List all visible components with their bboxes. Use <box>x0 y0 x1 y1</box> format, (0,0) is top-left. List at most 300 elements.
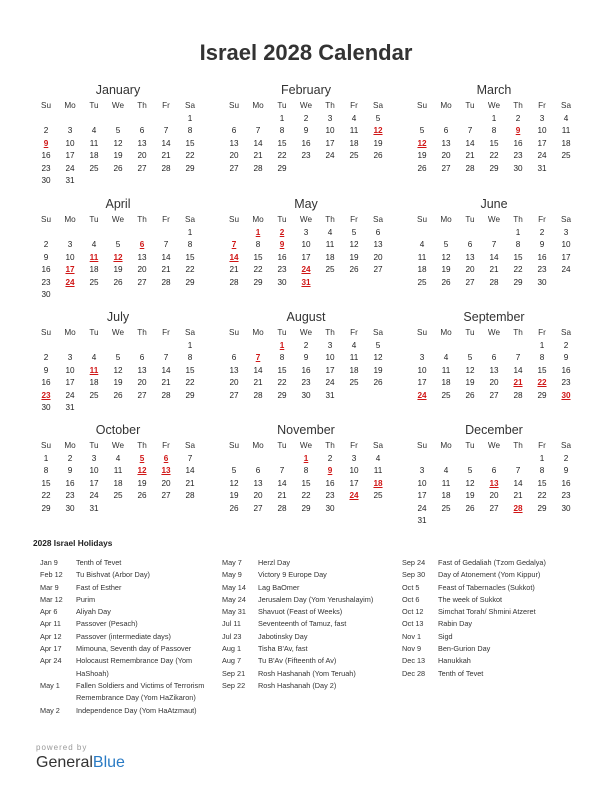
empty-day-cell <box>270 453 294 466</box>
weekday-label: Th <box>325 215 335 224</box>
holiday-day-cell: 28 <box>513 503 523 513</box>
day-cell: 31 <box>417 516 427 525</box>
day-cell: 18 <box>417 265 427 274</box>
week-row <box>222 125 390 138</box>
holiday-item <box>40 655 216 680</box>
day-cell: 30 <box>561 503 571 513</box>
month-june <box>410 196 578 289</box>
empty-day-cell <box>482 515 506 528</box>
weekday-label: Sa <box>372 215 383 224</box>
day-cell: 28 <box>489 277 499 287</box>
week-row <box>34 340 202 353</box>
holiday-date: Oct 13 <box>402 619 424 629</box>
weekday-label: Tu <box>465 215 475 224</box>
day-cell: 11 <box>89 138 99 148</box>
day-cell: 21 <box>185 478 195 488</box>
holiday-name: Independence Day (Yom HaAtzmaut) <box>76 705 197 715</box>
day-cell: 4 <box>375 453 381 463</box>
day-cell: 13 <box>373 240 383 249</box>
week-row <box>222 252 390 265</box>
week-row <box>222 503 390 516</box>
holiday-day-cell: 2 <box>279 227 285 237</box>
day-cell: 28 <box>229 277 239 287</box>
holiday-date: Apr 11 <box>40 619 61 629</box>
weekday-label: Fr <box>162 328 170 337</box>
week-row <box>410 515 578 528</box>
holiday-date: Feb 12 <box>40 570 63 580</box>
day-cell: 4 <box>91 240 97 249</box>
empty-day-cell <box>154 503 178 516</box>
holiday-item <box>402 606 582 618</box>
day-cell: 18 <box>325 252 335 262</box>
weekday-label: We <box>299 328 313 337</box>
weekday-header <box>222 100 390 113</box>
day-cell: 23 <box>301 151 311 160</box>
weekday-label: Th <box>513 441 523 450</box>
holiday-name: Rabin Day <box>438 619 473 629</box>
month-april <box>34 196 202 302</box>
empty-day-cell <box>530 515 554 528</box>
holiday-name: Mimouna, Seventh day of Passover <box>76 644 192 654</box>
day-cell: 23 <box>41 277 51 287</box>
week-row <box>222 340 390 353</box>
weekday-label: Sa <box>560 215 571 224</box>
day-cell: 28 <box>465 163 475 173</box>
day-cell: 12 <box>465 365 475 375</box>
holiday-date: Oct 5 <box>402 582 420 592</box>
month-august <box>222 309 390 402</box>
day-cell: 8 <box>539 466 545 475</box>
day-cell: 26 <box>113 390 123 400</box>
day-cell: 20 <box>229 151 239 160</box>
weekday-label: Su <box>416 328 427 337</box>
holiday-date: May 9 <box>222 570 242 580</box>
weekday-label: Su <box>228 101 239 110</box>
holiday-item <box>40 618 216 630</box>
week-row <box>222 365 390 378</box>
weekday-label: Fr <box>350 441 358 450</box>
day-cell: 9 <box>303 126 309 135</box>
holiday-column-1 <box>40 557 216 717</box>
empty-day-cell <box>178 503 202 516</box>
day-cell: 18 <box>441 491 451 500</box>
weekday-label: Fr <box>538 441 546 450</box>
day-cell: 1 <box>491 113 497 123</box>
weekday-label: Sa <box>560 101 571 110</box>
day-cell: 30 <box>41 290 51 299</box>
holiday-day-cell: 31 <box>301 277 311 287</box>
day-cell: 2 <box>539 227 545 237</box>
holiday-name: Tenth of Tevet <box>76 558 122 567</box>
day-cell: 24 <box>65 163 75 173</box>
day-cell: 21 <box>161 378 171 387</box>
weekday-label: Su <box>228 328 239 337</box>
weekday-label: Th <box>513 215 523 224</box>
day-cell: 23 <box>561 491 571 500</box>
holiday-day-cell: 22 <box>537 378 547 387</box>
holiday-column-3 <box>402 557 582 680</box>
holiday-date: Sep 21 <box>222 668 246 678</box>
day-cell: 28 <box>161 163 171 173</box>
holiday-name: Tisha B'Av, fast <box>258 644 308 654</box>
brand-blue: Blue <box>92 754 125 771</box>
day-cell: 22 <box>41 491 51 500</box>
footer <box>36 743 125 772</box>
day-cell: 10 <box>561 240 571 249</box>
month-july <box>34 309 202 415</box>
holiday-name: Aliyah Day <box>76 607 111 617</box>
day-cell: 10 <box>349 466 359 475</box>
empty-day-cell <box>482 453 506 466</box>
weekday-label: Tu <box>89 101 99 110</box>
day-cell: 10 <box>65 252 75 262</box>
weekday-label: Th <box>137 441 147 450</box>
weekday-label: Tu <box>465 101 475 110</box>
weekday-label: Su <box>416 215 427 224</box>
holiday-date: Apr 24 <box>40 656 62 666</box>
empty-day-cell <box>410 340 434 353</box>
weekday-label: Sa <box>184 215 195 224</box>
day-cell: 14 <box>161 138 171 148</box>
week-row <box>222 138 390 151</box>
weekday-label: Th <box>325 328 335 337</box>
weekday-header <box>410 327 578 340</box>
weekday-label: Mo <box>252 215 264 224</box>
holiday-date: Jul 23 <box>222 631 242 641</box>
empty-day-cell <box>106 227 130 240</box>
weekday-label: Mo <box>64 101 76 110</box>
holiday-date: May 7 <box>222 558 242 567</box>
day-cell: 17 <box>561 252 571 262</box>
day-cell: 11 <box>325 240 335 249</box>
day-cell: 25 <box>89 163 99 173</box>
day-cell: 25 <box>441 390 451 400</box>
day-cell: 30 <box>277 277 287 287</box>
day-cell: 7 <box>187 453 193 463</box>
week-row <box>222 113 390 126</box>
weekday-label: Mo <box>252 328 264 337</box>
empty-day-cell <box>366 163 390 176</box>
holiday-day-cell: 6 <box>139 240 145 249</box>
month-name: June <box>480 197 508 211</box>
day-cell: 8 <box>187 126 193 135</box>
empty-day-cell <box>106 340 130 353</box>
day-cell: 25 <box>325 265 335 274</box>
day-cell: 21 <box>253 151 263 160</box>
month-february <box>222 82 390 175</box>
holiday-day-cell: 6 <box>163 453 169 463</box>
empty-day-cell <box>82 227 106 240</box>
week-row <box>34 264 202 277</box>
month-march <box>410 82 578 175</box>
empty-day-cell <box>410 113 434 126</box>
weekday-label: Sa <box>372 441 383 450</box>
day-cell: 16 <box>41 151 51 160</box>
empty-day-cell <box>130 503 154 516</box>
holiday-day-cell: 12 <box>373 126 383 135</box>
weekday-label: Fr <box>538 215 546 224</box>
holiday-item <box>402 631 582 643</box>
month-grid <box>410 100 578 175</box>
day-cell: 28 <box>185 491 195 500</box>
day-cell: 6 <box>231 126 237 135</box>
week-row <box>222 150 390 163</box>
day-cell: 26 <box>373 378 383 387</box>
weekday-header <box>34 100 202 113</box>
day-cell: 7 <box>255 126 261 135</box>
day-cell: 18 <box>113 478 123 488</box>
weekday-label: We <box>487 215 501 224</box>
day-cell: 3 <box>563 227 569 237</box>
day-cell: 6 <box>491 466 497 475</box>
day-cell: 19 <box>113 151 123 160</box>
day-cell: 24 <box>561 265 571 274</box>
empty-day-cell <box>178 289 202 302</box>
holidays-title: 2028 Israel Holidays <box>33 538 113 548</box>
holiday-name: Lag BaOmer <box>258 582 300 592</box>
holiday-name: Tu B'Av (Fifteenth of Av) <box>258 656 337 666</box>
weekday-label: Tu <box>277 215 287 224</box>
day-cell: 8 <box>303 466 309 475</box>
day-cell: 27 <box>253 503 263 513</box>
day-cell: 21 <box>465 151 475 160</box>
empty-day-cell <box>82 340 106 353</box>
week-row <box>34 239 202 252</box>
day-cell: 3 <box>539 113 545 123</box>
day-cell: 4 <box>115 453 121 463</box>
holiday-item <box>402 655 582 667</box>
day-cell: 22 <box>513 265 523 274</box>
day-cell: 27 <box>373 265 383 274</box>
week-row <box>34 163 202 176</box>
day-cell: 10 <box>537 126 547 135</box>
day-cell: 21 <box>161 151 171 160</box>
day-cell: 7 <box>163 240 169 249</box>
empty-day-cell <box>246 340 270 353</box>
day-cell: 30 <box>325 503 335 513</box>
holiday-name: Rosh Hashanah (Day 2) <box>258 680 337 690</box>
holiday-name: Seventeenth of Tamuz, fast <box>258 619 347 629</box>
day-cell: 20 <box>441 151 451 160</box>
day-cell: 8 <box>255 240 261 249</box>
holiday-date: Apr 6 <box>40 607 58 617</box>
day-cell: 16 <box>65 478 75 488</box>
month-grid <box>34 214 202 302</box>
day-cell: 8 <box>279 126 285 135</box>
day-cell: 11 <box>113 466 123 475</box>
weekday-label: Tu <box>89 328 99 337</box>
month-november <box>222 422 390 515</box>
month-name: April <box>105 197 131 211</box>
empty-day-cell <box>318 163 342 176</box>
day-cell: 9 <box>43 252 49 262</box>
day-cell: 19 <box>137 478 147 488</box>
day-cell: 30 <box>513 163 523 173</box>
week-row <box>222 163 390 176</box>
day-cell: 6 <box>491 353 497 362</box>
day-cell: 27 <box>441 163 451 173</box>
empty-day-cell <box>106 113 130 126</box>
weekday-label: Tu <box>277 441 287 450</box>
holiday-item <box>40 569 216 581</box>
weekday-label: Sa <box>560 328 571 337</box>
empty-day-cell <box>458 340 482 353</box>
day-cell: 1 <box>515 227 521 237</box>
day-cell: 25 <box>113 491 123 500</box>
holiday-item <box>222 655 398 667</box>
holiday-name: Tu Bishvat (Arbor Day) <box>76 570 150 580</box>
week-row <box>34 289 202 302</box>
day-cell: 16 <box>561 365 571 375</box>
empty-day-cell <box>178 402 202 415</box>
empty-day-cell <box>458 227 482 240</box>
empty-day-cell <box>342 390 366 403</box>
month-grid <box>34 100 202 188</box>
weekday-label: We <box>111 101 125 110</box>
month-name: January <box>95 83 141 97</box>
day-cell: 17 <box>417 491 427 500</box>
weekday-label: Th <box>513 328 523 337</box>
day-cell: 13 <box>137 365 147 375</box>
day-cell: 29 <box>301 503 311 513</box>
day-cell: 19 <box>113 378 123 387</box>
day-cell: 2 <box>43 126 49 135</box>
holiday-day-cell: 7 <box>255 353 261 362</box>
day-cell: 11 <box>349 126 359 135</box>
holiday-day-cell: 12 <box>113 252 123 262</box>
day-cell: 4 <box>351 340 357 350</box>
day-cell: 7 <box>515 353 521 362</box>
day-cell: 17 <box>325 365 335 375</box>
holiday-name: Simchat Torah/ Shmini Atzeret <box>438 607 536 617</box>
holiday-item <box>40 557 216 569</box>
weekday-label: Sa <box>560 441 571 450</box>
holiday-date: Mar 12 <box>40 594 63 604</box>
day-cell: 29 <box>41 503 51 513</box>
day-cell: 3 <box>327 340 333 350</box>
day-cell: 15 <box>185 365 195 375</box>
weekday-label: Mo <box>252 101 264 110</box>
month-may <box>222 196 390 289</box>
day-cell: 27 <box>229 390 239 400</box>
holiday-name: Passover (intermediate days) <box>76 631 171 641</box>
empty-day-cell <box>506 453 530 466</box>
day-cell: 13 <box>253 478 263 488</box>
day-cell: 15 <box>185 138 195 148</box>
day-cell: 5 <box>419 126 425 135</box>
week-row <box>222 227 390 240</box>
brand-general: General <box>36 754 93 771</box>
holiday-date: May 24 <box>222 594 246 604</box>
weekday-label: Fr <box>350 101 358 110</box>
week-row <box>34 252 202 265</box>
weekday-label: Sa <box>184 328 195 337</box>
day-cell: 8 <box>491 126 497 135</box>
day-cell: 20 <box>373 252 383 262</box>
day-cell: 13 <box>137 138 147 148</box>
day-cell: 20 <box>253 491 263 500</box>
empty-day-cell <box>246 453 270 466</box>
day-cell: 19 <box>417 151 427 160</box>
day-cell: 3 <box>327 113 333 123</box>
day-cell: 3 <box>303 227 309 237</box>
day-cell: 30 <box>41 403 51 412</box>
holiday-day-cell: 24 <box>349 491 359 500</box>
day-cell: 11 <box>441 365 451 375</box>
weekday-label: Th <box>325 441 335 450</box>
holiday-item <box>222 643 398 655</box>
week-row <box>410 113 578 126</box>
empty-day-cell <box>154 113 178 126</box>
holiday-day-cell: 30 <box>561 390 571 400</box>
holiday-name: Herzl Day <box>258 558 291 567</box>
day-cell: 18 <box>89 378 99 387</box>
week-row <box>222 377 390 390</box>
day-cell: 27 <box>161 491 171 500</box>
day-cell: 22 <box>185 378 195 387</box>
weekday-label: Th <box>137 215 147 224</box>
day-cell: 2 <box>67 453 73 463</box>
day-cell: 27 <box>229 163 239 173</box>
day-cell: 22 <box>185 151 195 160</box>
day-cell: 7 <box>279 466 285 475</box>
day-cell: 17 <box>89 478 99 488</box>
day-cell: 2 <box>327 453 333 463</box>
day-cell: 21 <box>513 491 523 500</box>
weekday-label: Sa <box>184 441 195 450</box>
day-cell: 1 <box>187 227 193 237</box>
holiday-day-cell: 9 <box>279 240 285 249</box>
weekday-label: Th <box>513 101 523 110</box>
month-grid <box>410 440 578 528</box>
holiday-item <box>222 594 398 606</box>
month-name: December <box>465 423 523 437</box>
day-cell: 9 <box>563 466 569 475</box>
empty-day-cell <box>58 340 82 353</box>
day-cell: 9 <box>43 365 49 375</box>
day-cell: 5 <box>115 353 121 362</box>
day-cell: 19 <box>349 252 359 262</box>
day-cell: 15 <box>301 478 311 488</box>
weekday-label: Tu <box>277 328 287 337</box>
day-cell: 6 <box>443 126 449 135</box>
day-cell: 24 <box>325 378 335 387</box>
empty-day-cell <box>222 113 246 126</box>
day-cell: 29 <box>277 163 287 173</box>
empty-day-cell <box>222 453 246 466</box>
week-row <box>34 377 202 390</box>
holiday-date: Aug 7 <box>222 656 242 666</box>
empty-day-cell <box>154 340 178 353</box>
week-row <box>222 490 390 503</box>
day-cell: 10 <box>89 466 99 475</box>
day-cell: 27 <box>137 390 147 400</box>
holiday-day-cell: 11 <box>89 365 99 375</box>
day-cell: 18 <box>349 138 359 148</box>
holiday-name: Passover (Pesach) <box>76 619 138 629</box>
weekday-label: Su <box>416 441 427 450</box>
month-grid <box>222 440 390 515</box>
holiday-day-cell: 12 <box>417 138 427 148</box>
holiday-name: Jerusalem Day (Yom Yerushalayim) <box>258 594 374 604</box>
weekday-label: We <box>487 328 501 337</box>
day-cell: 24 <box>65 390 75 400</box>
holiday-date: Jan 9 <box>40 558 58 567</box>
week-row <box>34 138 202 151</box>
day-cell: 30 <box>301 390 311 400</box>
weekday-label: Mo <box>440 441 452 450</box>
day-cell: 3 <box>351 453 357 463</box>
